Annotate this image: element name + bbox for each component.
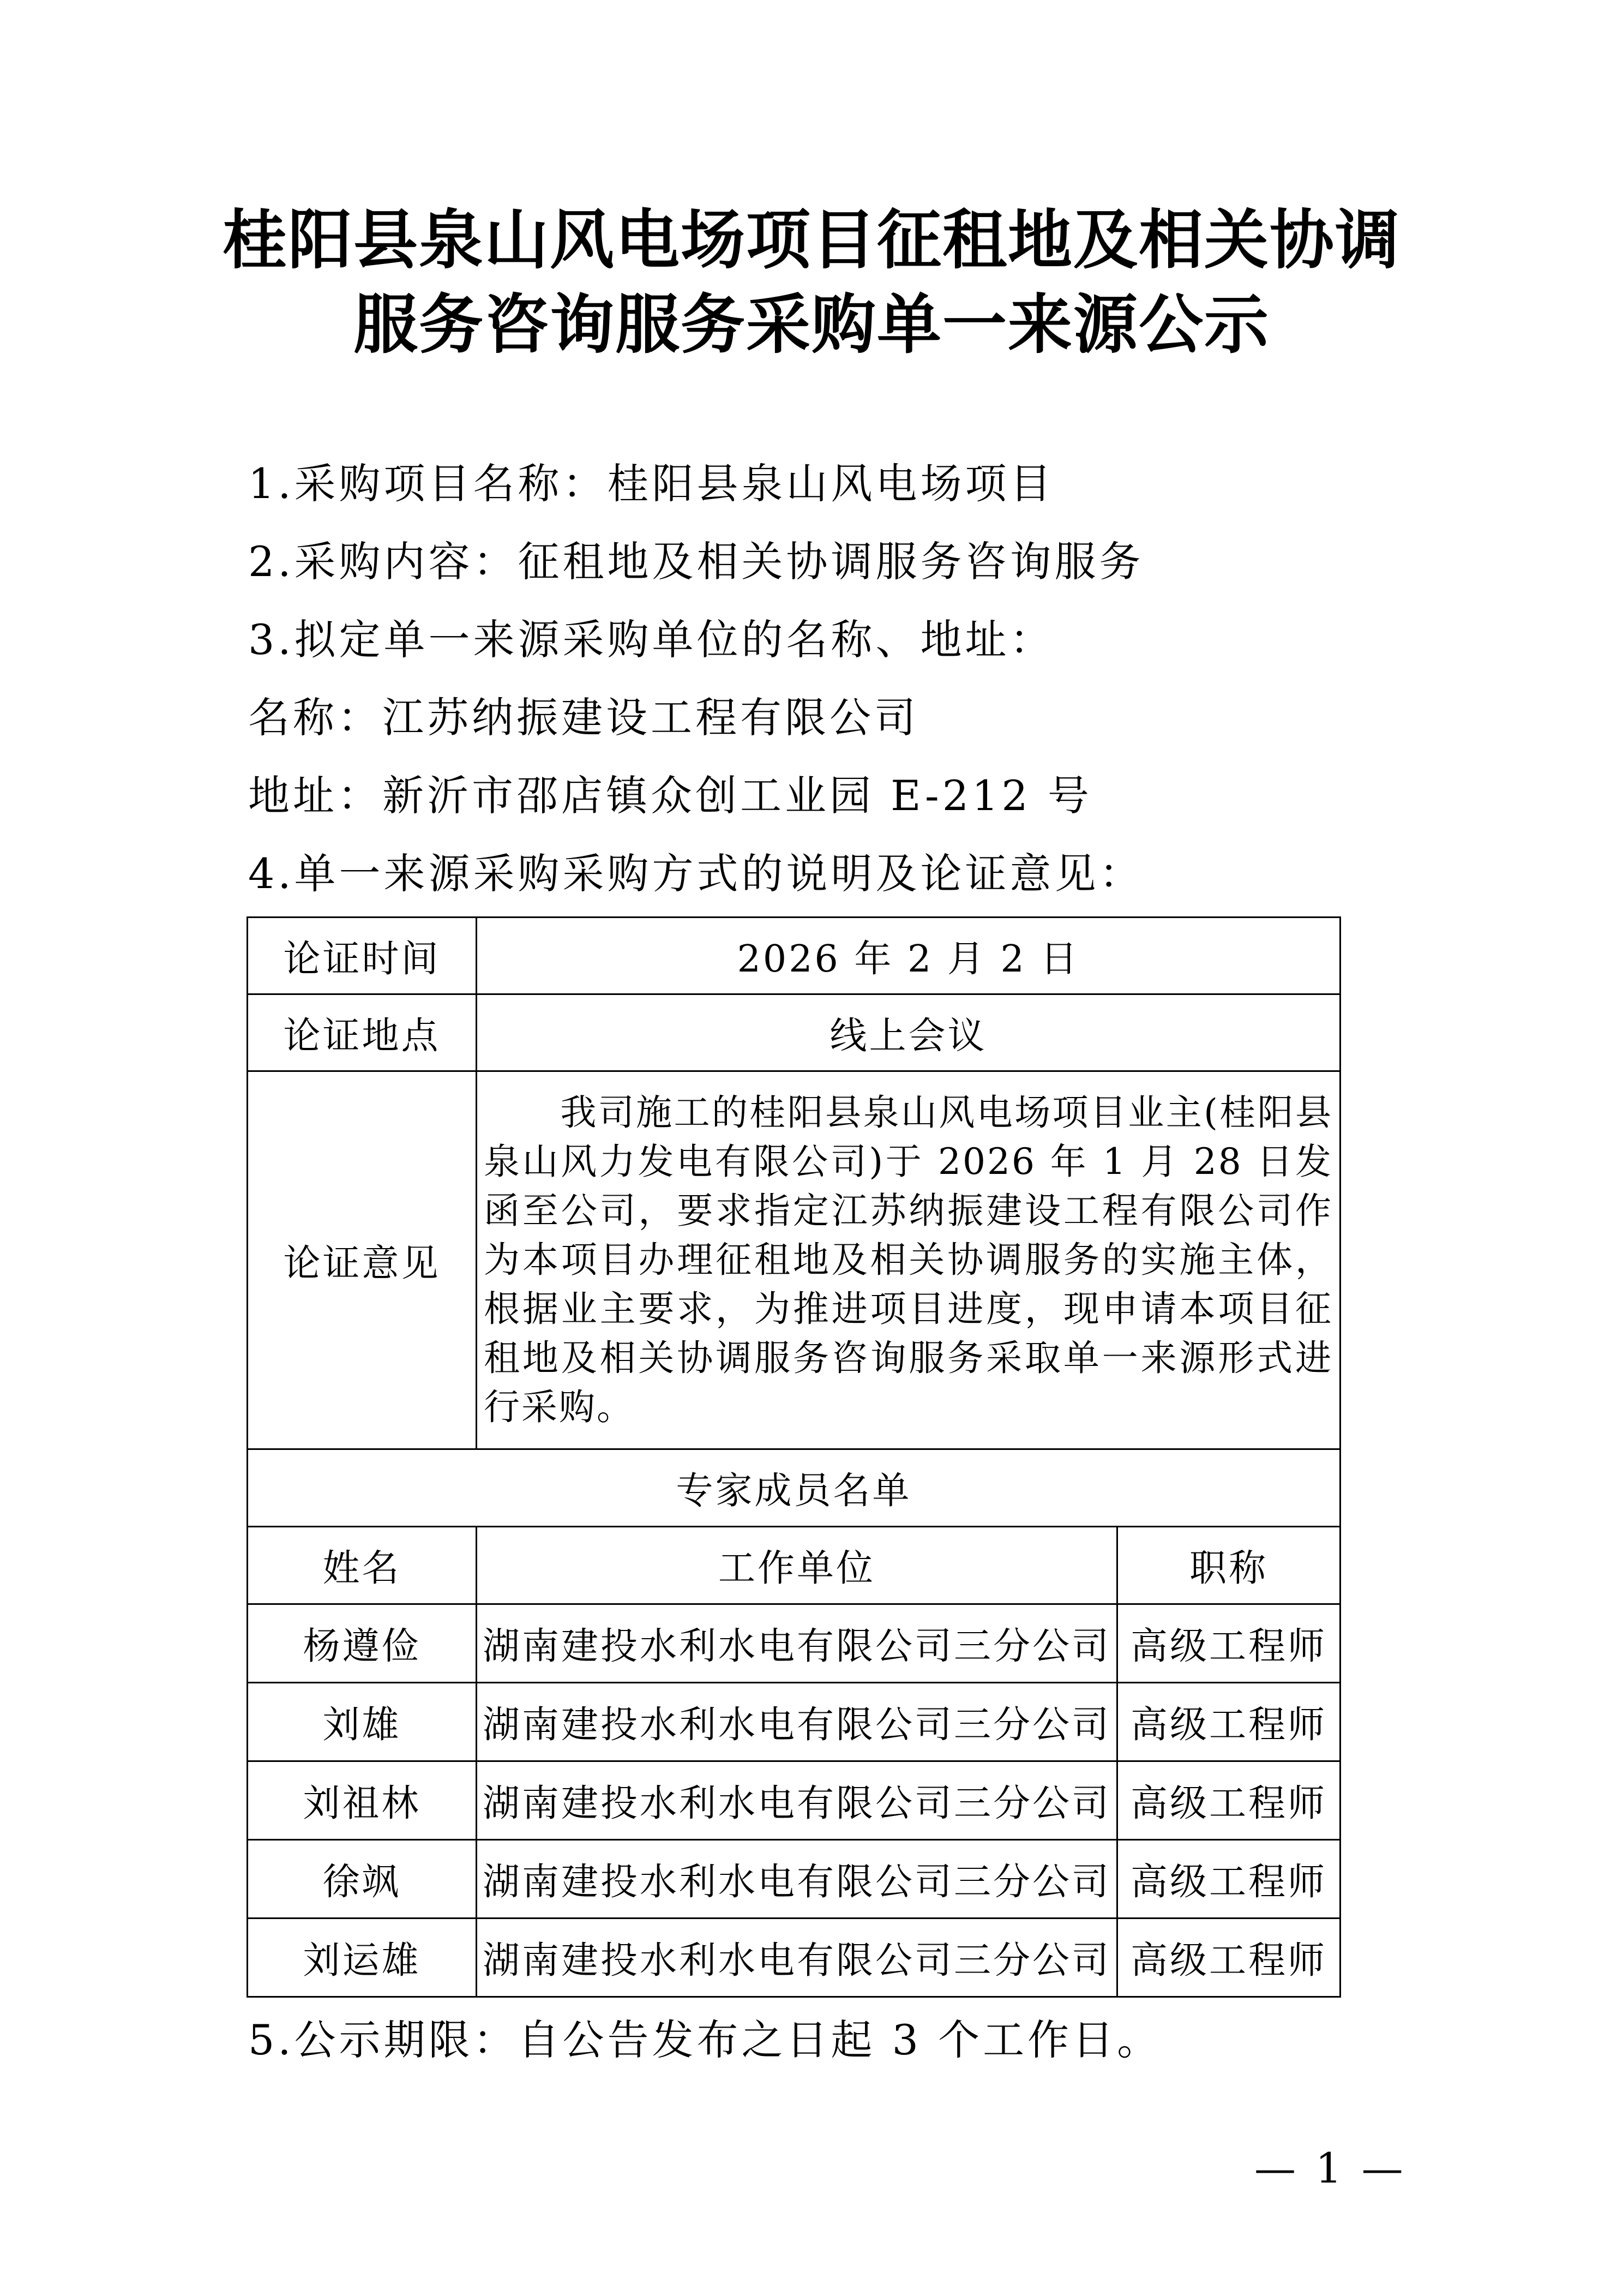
experts-heading: 专家成员名单 [248,1449,1341,1527]
member-name: 刘祖林 [248,1761,477,1840]
table-row-opinion [248,1071,1341,1449]
supplier-address: 地址：新沂市邵店镇众创工业园 E-212 号 [248,771,1092,820]
member-unit: 湖南建投水利水电有限公司三分公司 [477,1604,1117,1683]
member-title: 高级工程师 [1117,1604,1341,1683]
place-value: 线上会议 [477,994,1341,1071]
table-row-place [248,994,1341,1071]
member-title: 高级工程师 [1117,1761,1341,1840]
table-row [248,1919,1341,1997]
item-justification-heading: 4.单一来源采购采购方式的说明及论证意见： [248,849,1144,898]
member-name: 刘雄 [248,1683,477,1761]
opinion-text: 我司施工的桂阳县泉山风电场项目业主(桂阳县泉山风力发电有限公司)于 2026 年 1 月 28 日发函至公司，要求指定江苏纳振建设工程有限公司作为本项目办理征租地及相关协调服务的实施主体，根据业主要求，为推进项目进度，现申请本项目征租地及相关协调服务咨询服务采取单一来源形式进行采购。 [484,1092,1333,1428]
table-row [248,1683,1341,1761]
member-unit: 湖南建投水利水电有限公司三分公司 [477,1683,1117,1761]
document-title-line-2: 服务咨询服务采购单一来源公示 [353,287,1270,362]
member-title: 高级工程师 [1117,1683,1341,1761]
member-name: 杨遵俭 [248,1604,477,1683]
supplier-name: 名称：江苏纳振建设工程有限公司 [248,693,919,742]
opinion-label: 论证意见 [248,1071,477,1449]
table-header-row [248,1527,1341,1604]
member-unit: 湖南建投水利水电有限公司三分公司 [477,1840,1117,1919]
member-title: 高级工程师 [1117,1840,1341,1919]
time-value: 2026 年 2 月 2 日 [477,918,1341,994]
table-row [248,1840,1341,1919]
member-unit: 湖南建投水利水电有限公司三分公司 [477,1761,1117,1840]
table-row-experts-heading [248,1449,1341,1527]
opinion-value [477,1071,1341,1449]
member-name: 刘运雄 [248,1919,477,1997]
member-name: 徐飒 [248,1840,477,1919]
table-row [248,1604,1341,1683]
column-header-unit: 工作单位 [477,1527,1117,1604]
time-label: 论证时间 [248,918,477,994]
item-publicity-period: 5.公示期限：自公告发布之日起 3 个工作日。 [248,2016,1162,2064]
item-procurement-content: 2.采购内容：征租地及相关协调服务咨询服务 [248,537,1144,586]
member-unit: 湖南建投水利水电有限公司三分公司 [477,1919,1117,1997]
document-title-line-1: 桂阳县泉山风电场项目征租地及相关协调 [222,202,1400,278]
item-supplier-heading: 3.拟定单一来源采购单位的名称、地址： [248,615,1055,664]
member-title: 高级工程师 [1117,1919,1341,1997]
column-header-title: 职称 [1117,1527,1341,1604]
justification-table [247,916,1341,1998]
column-header-name: 姓名 [248,1527,477,1604]
place-label: 论证地点 [248,994,477,1071]
page-number: — 1 — [1254,2144,1406,2192]
table-row-time [248,918,1341,994]
table-row [248,1761,1341,1840]
item-project-name: 1.采购项目名称：桂阳县泉山风电场项目 [248,459,1055,508]
